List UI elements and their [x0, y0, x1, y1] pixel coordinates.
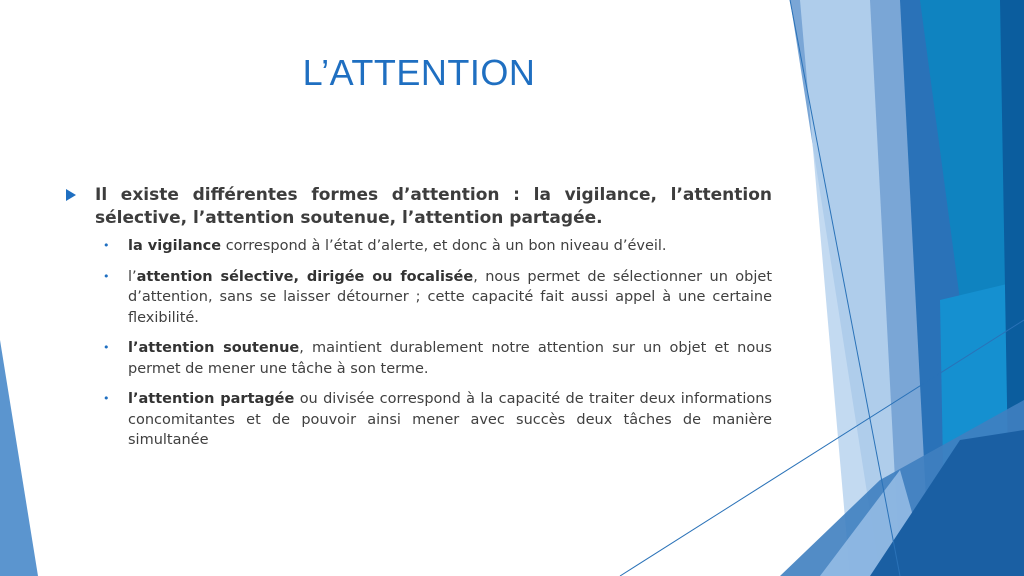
sub-bullet-text: , maintient durablement notre attention sur un objet et nous permet de mener une tâche à son terme.	[128, 340, 772, 377]
left-edge-shape	[0, 340, 38, 576]
sub-bullet-bold: attention sélective, dirigée ou focalisée	[136, 268, 474, 285]
dot-icon: •	[103, 239, 110, 252]
sub-bullet-bold: l’attention soutenue	[128, 340, 300, 356]
sub-bullet-list	[66, 236, 772, 451]
dot-icon: •	[103, 392, 110, 405]
triangle-arrow-icon	[66, 189, 76, 201]
dot-icon: •	[103, 269, 110, 283]
main-bullet-text: Il existe différentes formes d’attention : la vigilance, l’attention sélective, l’attention soutenue, l’attention partagée.	[95, 185, 772, 228]
sub-bullet-vigilance	[66, 236, 772, 257]
sub-bullet-selective	[66, 267, 772, 329]
sub-bullet-text: ou divisée correspond à la capacité de traiter deux informations concomitantes et de pouvoir ainsi mener avec succès deux tâches de manière simultanée	[128, 391, 772, 448]
slide-content	[66, 184, 772, 461]
dot-icon: •	[103, 341, 110, 354]
sub-bullet-bold: l’attention partagée	[128, 391, 295, 407]
sub-bullet-prefix: l’	[128, 268, 137, 285]
sub-bullet-bold: la vigilance	[128, 238, 222, 254]
sub-bullet-text: correspond à l’état d’alerte, et donc à un bon niveau d’éveil.	[221, 238, 667, 254]
sub-bullet-text: , nous permet de sélectionner un objet d’attention, sans se laisser détourner ; cette capacité fait aussi appel à une certaine flexibilité.	[128, 268, 773, 326]
sub-bullet-soutenue	[66, 338, 772, 379]
sub-bullet-partagee	[66, 389, 772, 451]
slide-title: L’ATTENTION	[302, 52, 536, 93]
main-bullet	[66, 184, 772, 230]
